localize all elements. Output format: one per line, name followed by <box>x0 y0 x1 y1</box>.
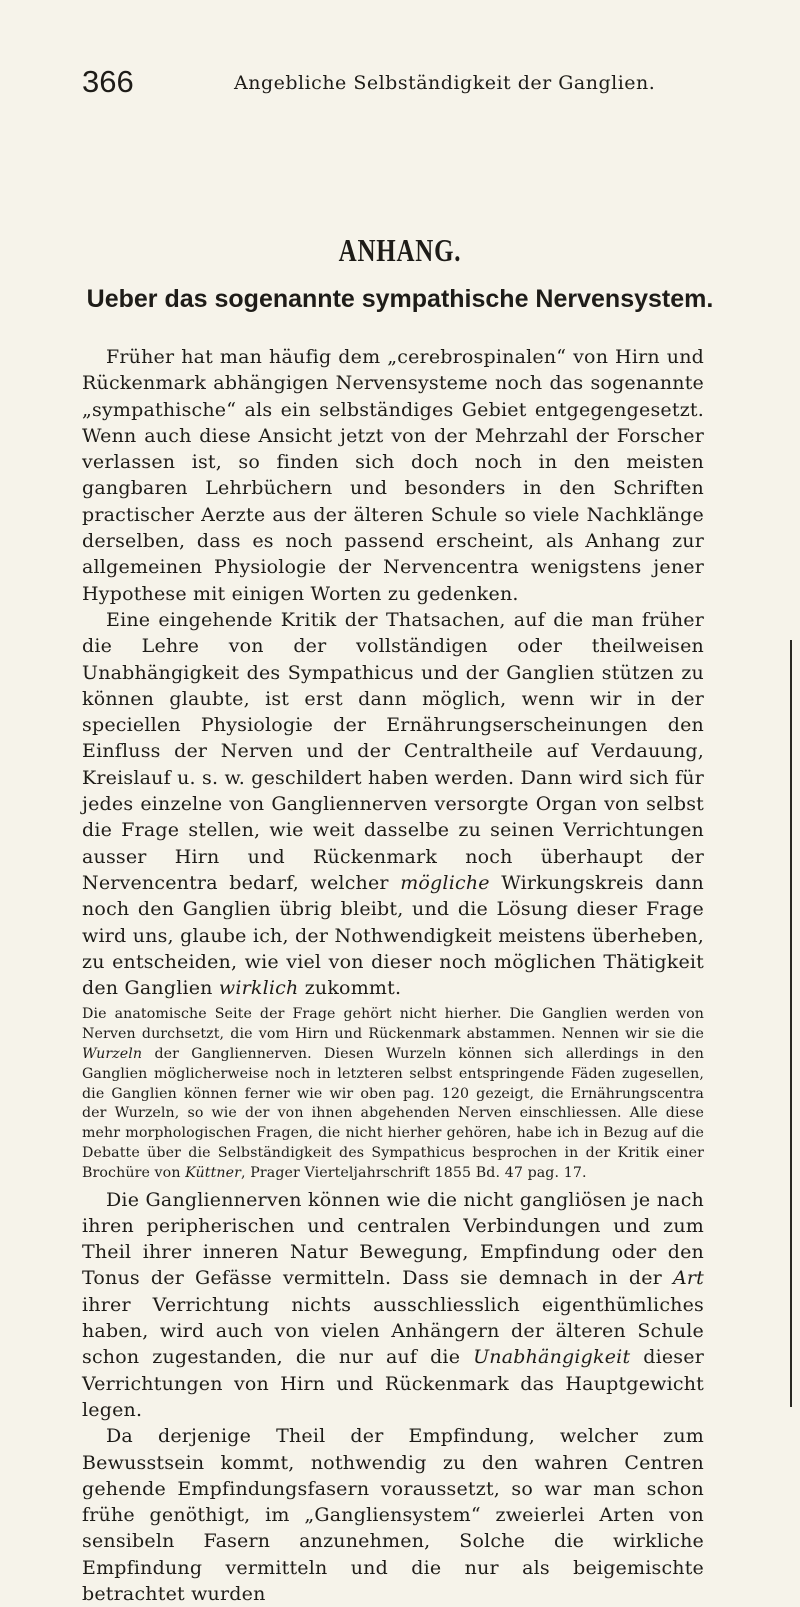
section-subtitle: Ueber das sogenannte sympathische Nervensystem. <box>86 285 714 313</box>
section-title: ANHANG. <box>338 232 462 268</box>
note-part-a: Die anatomische Seite der Frage gehört nicht hierher. Die Ganglien werden von Nerven durchsetzt, die vom Hirn und Rückenmark abstammen. Nennen wir sie die <box>82 1006 704 1043</box>
paragraph-3-part-b: ihrer Verrichtung nichts ausschliesslich eigenthümliches haben, wird auch von vielen Anhängern der älteren Schule schon zugestanden, die nur auf die <box>82 1293 704 1369</box>
page-header <box>82 62 718 102</box>
note-part-b: der Gangliennerven. Diesen Wurzeln können sich allerdings in den Ganglien möglicherweise noch in letzteren selbst entspringende Fäden zugesellen, die Ganglien können ferner wie wir oben pag. 120 gezeigt, die Ernährungscentra der Wurzeln, so wie der von ihnen abgehenden Nerven einschliessen. Alle diese mehr morphologischen Fragen, die nicht hierher gehören, habe ich in Bezug auf die Debatte über die Selbständigkeit des Sympathicus besprochen in der Kritik einer Brochüre von <box>82 1046 704 1181</box>
paragraph-2-italic: mögliche <box>400 871 490 894</box>
paragraph-2-part-c: zukommt. <box>298 977 402 1000</box>
paragraph-3-italic-2: Unabhängigkeit <box>473 1346 631 1369</box>
note-italic-2: Küttner <box>185 1164 242 1181</box>
paragraph-3-part-a: Die Gangliennerven können wie die nicht gangliösen je nach ihren peripherischen und centralen Verbindungen und zum Theil ihrer inneren Natur Bewegung, Empfindung oder den Tonus der Gefässe vermitteln. Dass sie demnach in der <box>82 1188 704 1290</box>
page-edge-rule <box>790 640 792 1407</box>
body-text <box>82 344 704 1607</box>
paragraph-1: Früher hat man häufig dem „cerebrospinalen“ von Hirn und Rückenmark abhängigen Nervensysteme noch das sogenannte „sympathische“ als ein selbständiges Gebiet entgegengesetzt. Wenn auch diese Ansicht jetzt von der Mehrzahl der Forscher verlassen ist, so finden sich doch noch in den meisten gangbaren Lehrbüchern und besonders in den Schriften practischer Aerzte aus der älteren Schule so viele Nachklänge derselben, dass es noch passend erscheint, als Anhang zur allgemeinen Physiologie der Nervencentra wenigstens jener Hypothese mit einigen Worten zu gedenken. <box>82 346 704 605</box>
paragraph-2-part-a: Eine eingehende Kritik der Thatsachen, auf die man früher die Lehre von der vollständigen oder theilweisen Unabhängigkeit des Sympathicus und der Ganglien stützen zu können glaubte, ist erst dann möglich, wenn wir in der speciellen Physiologie der Ernährungserscheinungen den Einfluss der Nerven und der Centraltheile auf Verdauung, Kreislauf u. s. w. geschildert haben werden. Dann wird sich für jedes einzelne von Gangliennerven versorgte Organ von selbst die Frage stellen, wie weit dasselbe zu seinen Verrichtungen ausser Hirn und Rückenmark noch überhaupt der Nervencentra bedarf, welcher <box>82 608 704 894</box>
small-print-note <box>82 1005 704 1183</box>
running-title: Angebliche Selbständigkeit der Ganglien. <box>234 72 656 94</box>
paragraph-2-part-b: Wirkungskreis dann noch den Ganglien übrig bleibt, und die Lösung dieser Frage wird uns, glaube ich, der Nothwendigkeit meistens überheben, zu entscheiden, wie viel von dieser noch möglichen Thätigkeit den Ganglien <box>82 871 704 1000</box>
paragraph-2-italic-2: wirklich <box>218 977 299 1000</box>
page-number: 366 <box>82 64 134 99</box>
note-italic: Wurzeln <box>82 1046 143 1063</box>
paragraph-3-italic: Art <box>672 1267 704 1290</box>
paragraph-4: Da derjenige Theil der Empfindung, welcher zum Bewusstsein kommt, nothwendig zu den wahren Centren gehende Empfindungsfasern voraussetzt, so war man schon frühe genöthigt, im „Gangliensystem“ zweierlei Arten von sensibeln Fasern anzunehmen, Solche die wirkliche Empfindung vermitteln und die nur als beigemischte betrachtet wurden <box>82 1425 704 1606</box>
paragraph-3-part-c: dieser Verrichtungen von Hirn und Rückenmark das Hauptgewicht legen. <box>82 1346 704 1421</box>
note-part-c: , Prager Vierteljahrschrift 1855 Bd. 47 pag. 17. <box>241 1164 587 1181</box>
paragraph-3 <box>82 1187 704 1424</box>
paragraph-2 <box>82 607 704 1001</box>
